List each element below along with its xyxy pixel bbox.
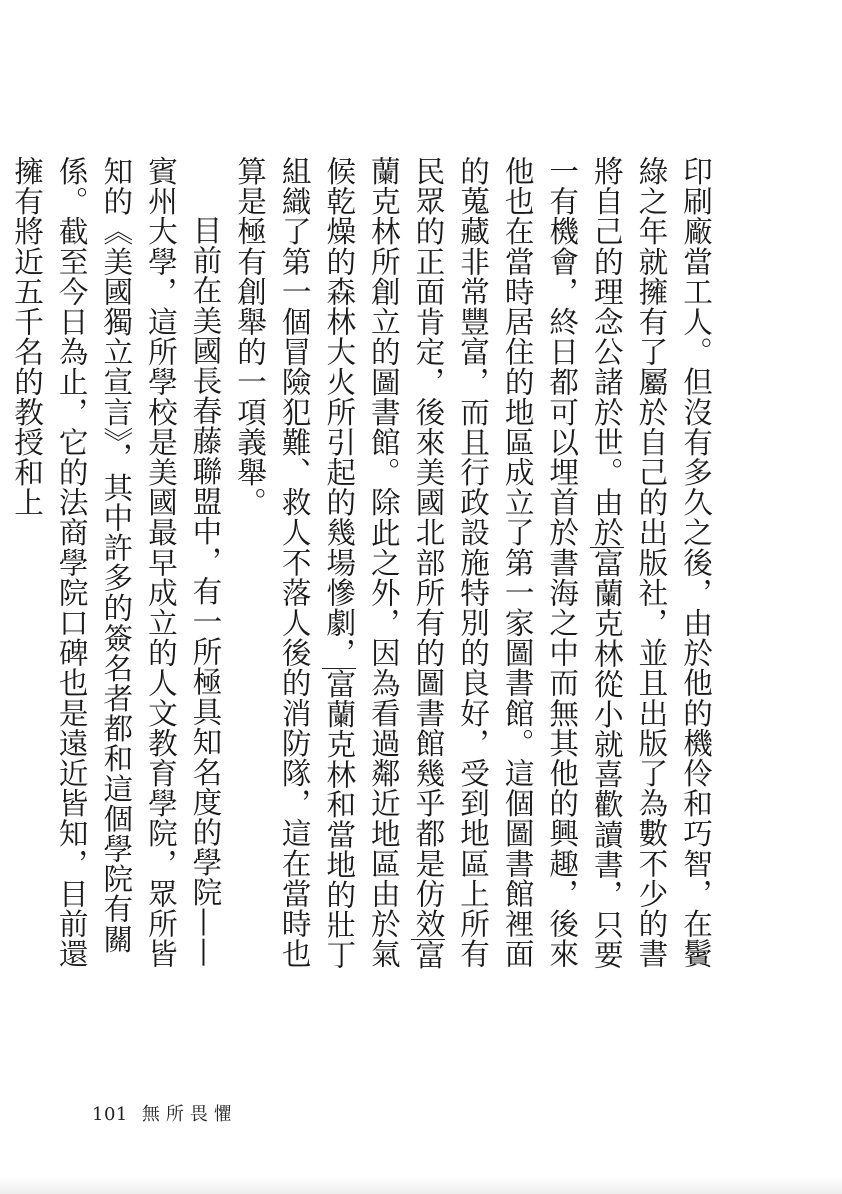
proper-name-mark: 富蘭克林 <box>589 548 624 669</box>
paragraph-2 <box>5 156 228 986</box>
proper-name-mark: 富蘭克林 <box>366 156 446 970</box>
text-run: 印刷廠當工人。但沒有多久之後，由於他的機伶和巧智，在鬢綠之年就擁有了屬於自己的出版社，並且出版了為數不少的書將自己的理念公諸於世。由於 <box>589 156 713 969</box>
text-run: 所創立的圖書館。除此之外，因為看過鄰近地區由於氣候乾燥的森林大火所引起的幾場慘劇， <box>322 156 401 969</box>
vertical-text-block <box>10 156 718 986</box>
text-run: 從小就喜歡讀書，只要一有機會，終日都可以埋首於書海之中而無其他的興趣，後來他也在當時居住的地區成立了第一家圖書館。這個圖書館裡面的蒐藏非常豐富，而且行政設施特別的良好，受到地區上所有民眾的正面肯定，後來美國北部所有的圖書館幾乎都是仿效 <box>411 156 624 970</box>
proper-name-mark: 富蘭克林 <box>322 668 357 790</box>
paragraph-1 <box>227 156 718 986</box>
text-run: 目前在美國長春藤聯盟中，有一所極具知名度的學院——賓州大學，這所學校是美國最早成立的人文教育學院，眾所皆知的《美國獨立宣言》，其中許多的簽名者都和這個學院有關係。截至今日為止，它的法商學院口碑也是遠近皆知，目前還擁有將近五千名的教授和上 <box>10 156 223 969</box>
running-title: 無所畏懼 <box>141 1104 238 1125</box>
page-number: 101 <box>92 1104 128 1125</box>
text-run: 和當地的壯丁組織了第一個冒險犯難、救人不落人後的消防隊，這在當時也算是極有創舉的一項義舉。 <box>233 156 357 970</box>
page-footer <box>92 1100 238 1126</box>
page-edge-shadow <box>0 1176 842 1194</box>
